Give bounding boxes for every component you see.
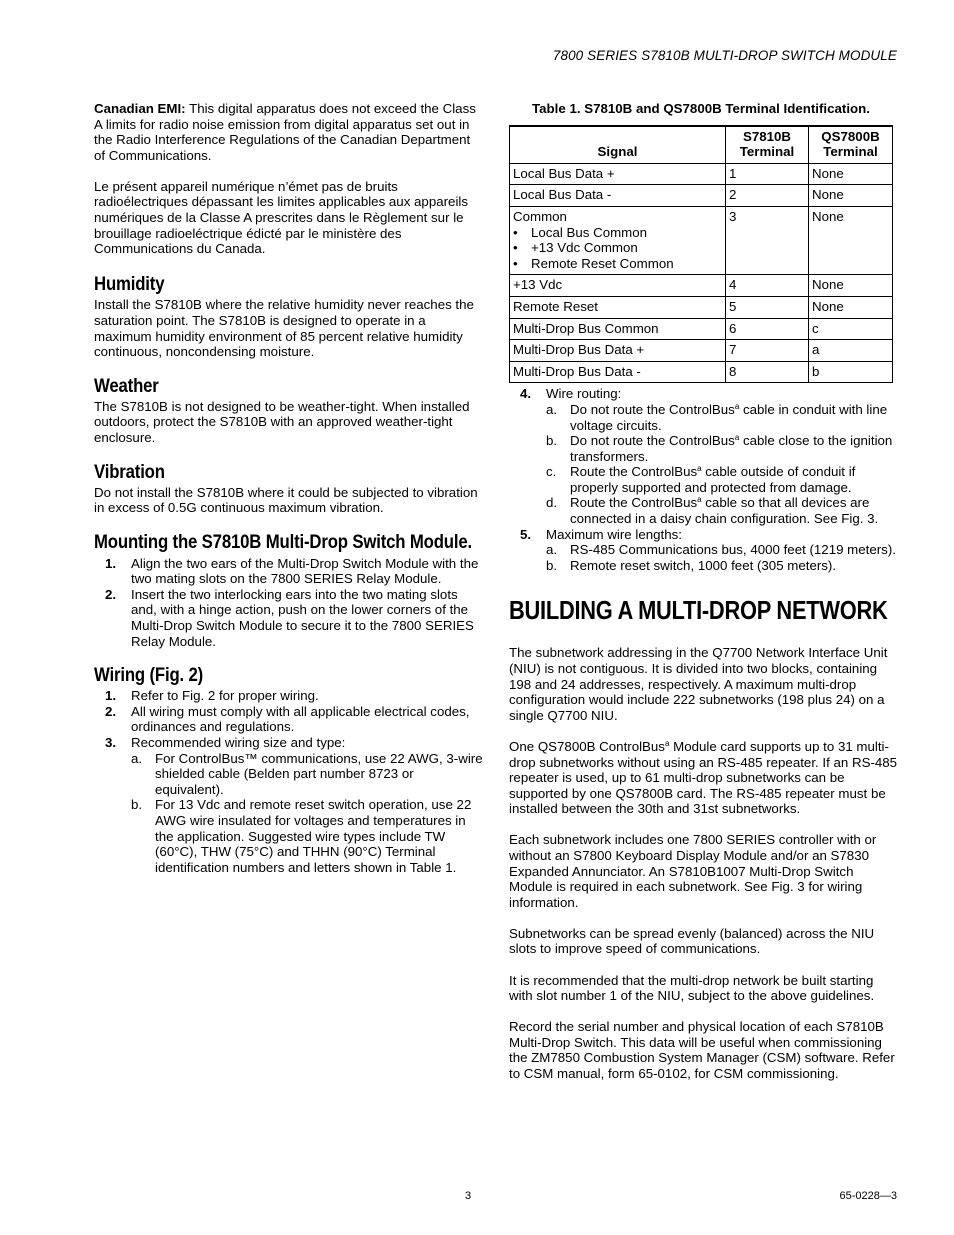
wiring-substep bbox=[131, 751, 484, 798]
cell-signal: Local Bus Data + bbox=[510, 163, 726, 185]
wiring-substep bbox=[546, 495, 899, 526]
step-text: Maximum wire lengths: bbox=[546, 526, 682, 542]
wiring-steps bbox=[94, 688, 484, 875]
substep-letter: c. bbox=[546, 464, 557, 480]
network-paragraph-4: Subnetworks can be spread evenly (balanced) across the NIU slots to improve speed of communications. bbox=[509, 925, 875, 957]
cell-qs7800b: None bbox=[809, 206, 893, 274]
mounting-step bbox=[94, 587, 484, 649]
humidity-paragraph: Install the S7810B where the relative humidity never reaches the saturation point. The S7810B is designed to operate in a maximum humidity environment of 85 percent relative humidity continuous, noncondensing moisture. bbox=[94, 297, 474, 360]
emi-label: Canadian EMI: bbox=[94, 101, 186, 116]
substep-text: For ControlBus™ communications, use 22 AWG, 3-wire shielded cable (Belden part number 8723 or equivalent). bbox=[155, 750, 483, 797]
weather-heading: Weather bbox=[94, 374, 159, 397]
wiring-substep bbox=[546, 464, 899, 495]
table-row bbox=[510, 163, 893, 185]
cell-qs7800b: a bbox=[809, 340, 893, 362]
table-row bbox=[510, 340, 893, 362]
substep-letter: b. bbox=[546, 557, 558, 573]
cell-signal: Multi-Drop Bus Data - bbox=[510, 361, 726, 383]
step-number: 4. bbox=[520, 386, 532, 402]
step-text: Insert the two interlocking ears into the two mating slots and, with a hinge action, push on the lower corners of the Multi-Drop Switch Module to secure it to the 7800 SERIES Relay Module. bbox=[131, 586, 474, 649]
substep-text-post: cable outside of conduit if properly supported and protected from damage. bbox=[570, 464, 856, 495]
header-s7810b: S7810B Terminal bbox=[726, 126, 809, 164]
p2-pre: One QS7800B ControlBus bbox=[509, 738, 665, 754]
superscript-mark: a bbox=[734, 401, 740, 411]
step-number: 1. bbox=[105, 555, 117, 571]
sublist-item: • Remote Reset Common bbox=[513, 256, 722, 272]
cell-s7810b: 4 bbox=[726, 275, 809, 297]
substep-text: RS-485 Communications bus, 4000 feet (1219 meters). bbox=[570, 542, 896, 558]
cell-qs7800b: None bbox=[809, 163, 893, 185]
step-number: 3. bbox=[105, 735, 117, 751]
wiring-step bbox=[94, 735, 484, 875]
table-row bbox=[510, 206, 893, 274]
weather-paragraph: The S7810B is not designed to be weather-tight. When installed outdoors, protect the S7810B with an approved weather-tight enclosure. bbox=[94, 398, 470, 445]
table-row bbox=[510, 318, 893, 340]
cell-signal: Local Bus Data - bbox=[510, 185, 726, 207]
emi-text: This digital apparatus does not exceed the Class A limits for radio noise emission from digital apparatus set out in the Radio Interference Regulations of the Canadian Department of Communications. bbox=[94, 101, 476, 163]
cell-s7810b: 7 bbox=[726, 340, 809, 362]
substep-letter: a. bbox=[546, 542, 558, 558]
wire-length-substeps bbox=[546, 542, 899, 573]
substep-text-post: cable in conduit with line voltage circuits. bbox=[570, 401, 888, 433]
cell-s7810b: 6 bbox=[726, 318, 809, 340]
network-paragraph-6: Record the serial number and physical location of each S7810B Multi-Drop Switch. This data will be useful when commissioning the ZM7850 Combustion System Manager (CSM) software. Refer to CSM manual, form 65-0102, for CSM commissioning. bbox=[509, 1019, 895, 1081]
mounting-steps bbox=[94, 556, 484, 650]
cell-s7810b: 5 bbox=[726, 296, 809, 318]
table-row bbox=[510, 296, 893, 318]
emi-french-paragraph: Le présent appareil numérique n’émet pas de bruits radioélectriques dépassant les limites applicables aux appareils numériques de la Classe A prescrites dans le Règlement sur le brouillage radioeléctrique édicté par le ministère des Communications du Canada. bbox=[94, 178, 469, 257]
wiring-step bbox=[94, 688, 484, 704]
substep-letter: d. bbox=[546, 495, 558, 511]
mounting-step bbox=[94, 556, 484, 587]
wiring-heading: Wiring (Fig. 2) bbox=[94, 664, 204, 687]
cell-signal bbox=[510, 206, 726, 274]
wiring-substeps bbox=[131, 751, 484, 876]
step-number: 2. bbox=[105, 703, 117, 719]
substep-text-post: cable so that all devices are connected in a daisy chain configuration. See Fig. 3. bbox=[570, 495, 879, 527]
cell-qs7800b: None bbox=[809, 296, 893, 318]
wiring-substep bbox=[546, 558, 899, 574]
canadian-emi-paragraph bbox=[94, 101, 484, 163]
substep-letter: b. bbox=[131, 797, 143, 813]
wiring-substep bbox=[131, 797, 484, 875]
cell-signal: Remote Reset bbox=[510, 296, 726, 318]
cell-qs7800b: b bbox=[809, 361, 893, 383]
wiring-step bbox=[509, 386, 899, 526]
header-qs7800b: QS7800B Terminal bbox=[809, 126, 893, 164]
wiring-substep bbox=[546, 542, 899, 558]
terminal-table bbox=[509, 125, 893, 384]
vibration-heading: Vibration bbox=[94, 460, 165, 483]
step-text: Wire routing: bbox=[546, 386, 622, 402]
step-text: Refer to Fig. 2 for proper wiring. bbox=[131, 688, 319, 704]
form-number: 65-0228—3 bbox=[839, 1190, 897, 1202]
sublist-item: • +13 Vdc Common bbox=[513, 240, 722, 256]
superscript-mark: a bbox=[734, 433, 740, 443]
substep-letter: a. bbox=[546, 401, 558, 417]
table-row bbox=[510, 185, 893, 207]
network-heading: BUILDING A MULTI-DROP NETWORK bbox=[509, 595, 888, 626]
network-paragraph-5: It is recommended that the multi-drop network be built starting with slot number 1 of the NIU, subject to the above guidelines. bbox=[509, 972, 875, 1004]
substep-text-pre: Route the ControlBus bbox=[570, 495, 698, 511]
cell-qs7800b: c bbox=[809, 318, 893, 340]
substep-text-pre: Route the ControlBus bbox=[570, 464, 698, 480]
substep-text-post: cable close to the ignition transformers. bbox=[570, 433, 893, 464]
step-text: All wiring must comply with all applicable electrical codes, ordinances and regulations. bbox=[131, 703, 470, 735]
wiring-substep bbox=[546, 433, 899, 464]
header-signal: Signal bbox=[510, 126, 726, 164]
wiring-step bbox=[94, 704, 484, 735]
cell-s7810b: 2 bbox=[726, 185, 809, 207]
step-number: 5. bbox=[520, 526, 532, 542]
network-paragraph-1: The subnetwork addressing in the Q7700 Network Interface Unit (NIU) is not contiguous. It is divided into two blocks, containing 198 and 24 addresses, respectively. A maximum multi-drop configuration would include 222 subnetworks (198 plus 24) on a single Q7700 NIU. bbox=[509, 645, 888, 723]
step-number: 1. bbox=[105, 688, 117, 704]
p2-post: Module card supports up to 31 multi-drop subnetworks without using an RS-485 repeater. If an RS-485 repeater is used, up to 61 multi-drop subnetworks can be supported by one QS7800B card. The RS-485 repeater must be installed between the 30th and 31st subnetworks. bbox=[509, 738, 898, 817]
running-header: 7800 SERIES S7810B MULTI-DROP SWITCH MODULE bbox=[552, 48, 897, 63]
table-row bbox=[510, 275, 893, 297]
substep-letter: a. bbox=[131, 750, 143, 766]
step-number: 2. bbox=[105, 586, 117, 602]
wire-routing-substeps bbox=[546, 402, 899, 527]
step-text: Align the two ears of the Multi-Drop Switch Module with the two mating slots on the 7800 SERIES Relay Module. bbox=[131, 555, 479, 587]
table-header-row bbox=[510, 126, 893, 164]
cell-signal: Multi-Drop Bus Common bbox=[510, 318, 726, 340]
right-column bbox=[509, 101, 899, 1097]
cell-qs7800b: None bbox=[809, 185, 893, 207]
cell-signal: Multi-Drop Bus Data + bbox=[510, 340, 726, 362]
table-row bbox=[510, 361, 893, 383]
wiring-step bbox=[509, 527, 899, 574]
common-sublist bbox=[513, 225, 722, 272]
superscript-mark: a bbox=[697, 464, 702, 474]
cell-s7810b: 8 bbox=[726, 361, 809, 383]
network-paragraph-3: Each subnetwork includes one 7800 SERIES controller with or without an S7800 Keyboard Display Module and/or an S7830 Expanded Annunciator. An S7810B1007 Multi-Drop Switch Module is required in each subnetwork. See Fig. 3 for wiring information. bbox=[509, 832, 877, 910]
signal-name: Common bbox=[513, 208, 567, 224]
substep-text-pre: Do not route the ControlBus bbox=[570, 433, 735, 449]
wiring-substep bbox=[546, 402, 899, 433]
superscript-mark: a bbox=[697, 495, 702, 505]
vibration-paragraph: Do not install the S7810B where it could be subjected to vibration in excess of 0.5G continuous maximum vibration. bbox=[94, 484, 478, 516]
sublist-item: • Local Bus Common bbox=[513, 225, 722, 241]
cell-qs7800b: None bbox=[809, 275, 893, 297]
substep-text-pre: Do not route the ControlBus bbox=[570, 401, 735, 417]
cell-s7810b: 1 bbox=[726, 163, 809, 185]
substep-letter: b. bbox=[546, 433, 558, 449]
table-title: Table 1. S7810B and QS7800B Terminal Identification. bbox=[532, 101, 870, 116]
humidity-heading: Humidity bbox=[94, 273, 165, 296]
substep-text: For 13 Vdc and remote reset switch operation, use 22 AWG wire insulated for voltages and temperatures in the application. Suggested wire types include TW (60°C), THW (75°C) and THHN (90°C) Terminal identification numbers and letters shown in Table 1. bbox=[155, 797, 472, 875]
left-column bbox=[94, 101, 484, 889]
cell-s7810b: 3 bbox=[726, 206, 809, 274]
page-number: 3 bbox=[465, 1190, 472, 1202]
superscript-mark: a bbox=[664, 738, 670, 748]
wiring-steps-continued bbox=[509, 386, 899, 573]
cell-signal: +13 Vdc bbox=[510, 275, 726, 297]
network-paragraph-2 bbox=[509, 739, 899, 817]
step-text: Recommended wiring size and type: bbox=[131, 735, 346, 751]
mounting-heading: Mounting the S7810B Multi-Drop Switch Module. bbox=[94, 530, 472, 553]
substep-text: Remote reset switch, 1000 feet (305 meters). bbox=[570, 557, 837, 573]
